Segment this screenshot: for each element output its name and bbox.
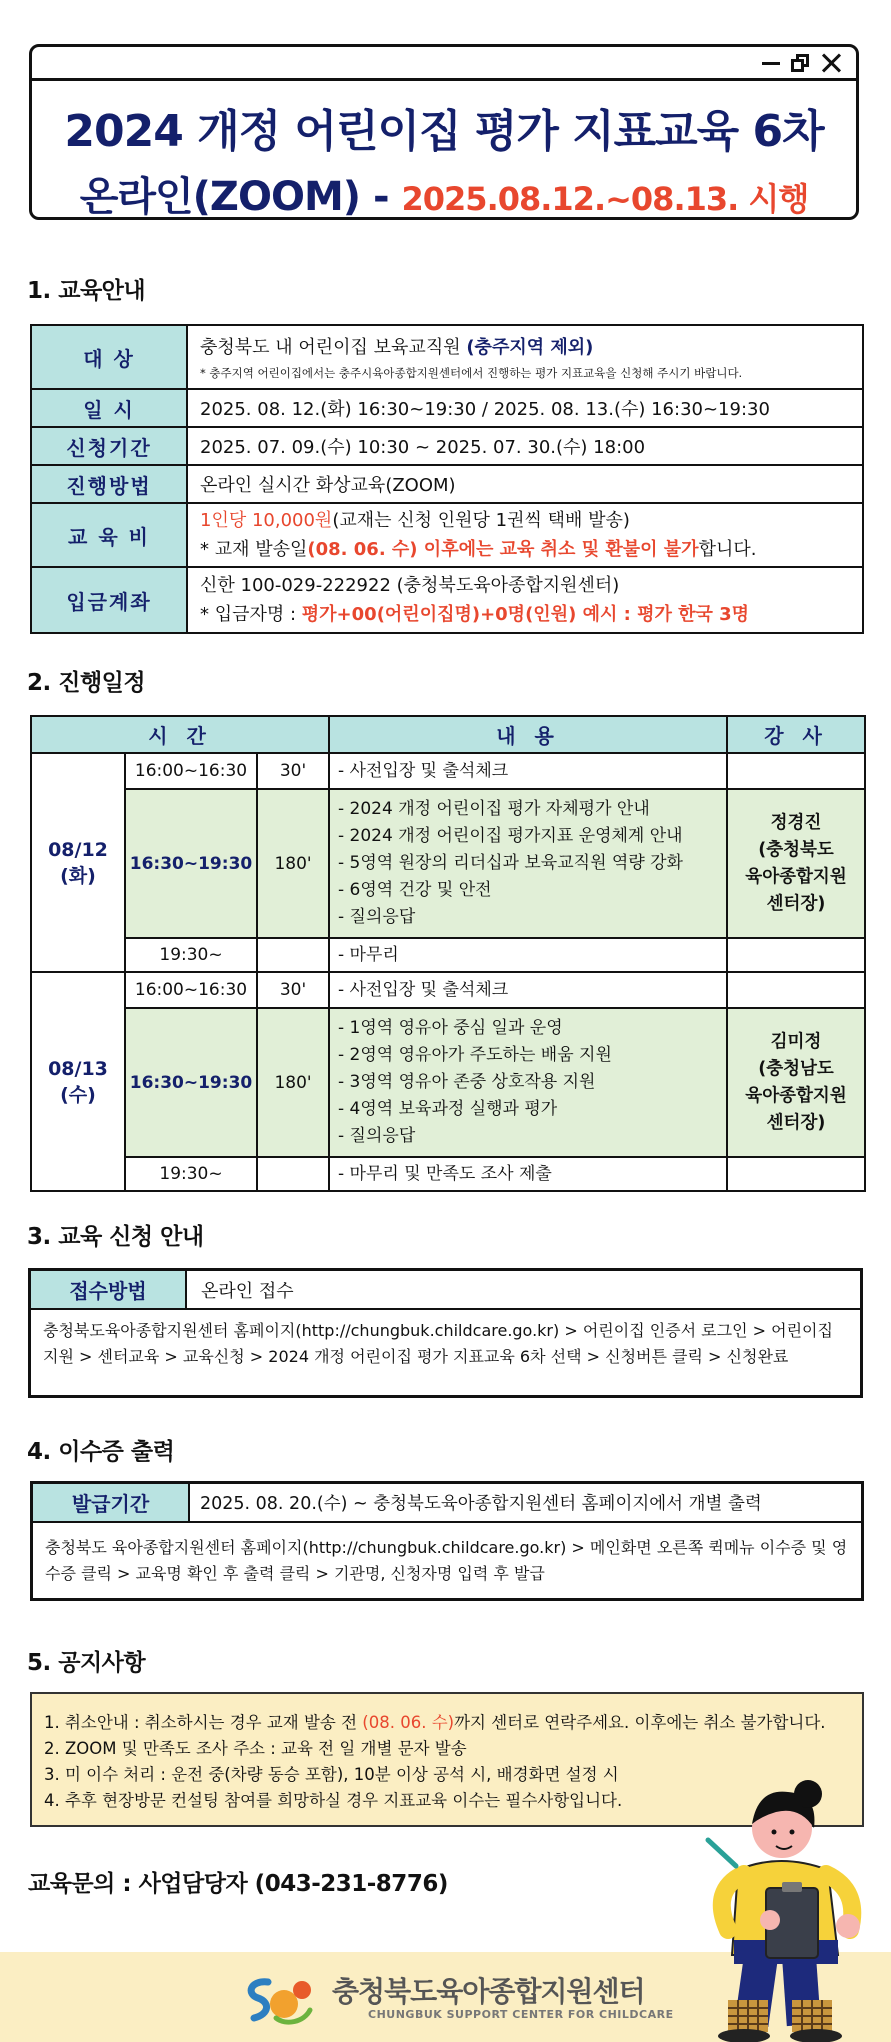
table-row (31, 972, 865, 1008)
lecturer-org: (충청북도 (758, 839, 834, 860)
lecturer-name: 정경진 (770, 812, 822, 833)
notice-item (44, 1710, 850, 1736)
teacher-illustration-icon (680, 1770, 891, 2042)
table-row (31, 938, 865, 972)
close-icon (820, 52, 842, 74)
lecturer-cell-empty (727, 938, 865, 972)
info-label-target: 대 상 (31, 325, 187, 389)
account-note-prefix: * 입금자명 : (200, 604, 302, 625)
section-heading-notices: 5. 공지사항 (27, 1650, 146, 1676)
schedule-header-time: 시 간 (31, 716, 329, 753)
time-cell: 19:30~ (125, 938, 257, 972)
target-exclusion: (충주지역 제외) (466, 337, 594, 358)
content-line: - 3영역 영유아 존중 상호작용 지원 (338, 1072, 596, 1092)
lecturer-org: 센터장) (766, 1112, 826, 1133)
lecturer-cell-empty (727, 1157, 865, 1191)
notice-1-date: (08. 06. 수) (362, 1713, 455, 1732)
duration-cell: 30' (257, 972, 329, 1008)
apply-method-label: 접수방법 (31, 1271, 187, 1308)
content-cell: - 사전입장 및 출석체크 (329, 753, 727, 789)
lecturer-name: 김미정 (770, 1031, 822, 1052)
notice-1-suffix: 까지 센터로 연락주세요. 이후에는 취소 불가합니다. (454, 1713, 826, 1732)
info-row-fee (31, 503, 863, 567)
time-cell: 19:30~ (125, 1157, 257, 1191)
minimize-icon (760, 52, 782, 74)
weekday-day1: (화) (60, 864, 96, 887)
cert-path-text: 충청북도 육아종합지원센터 홈페이지(http://chungbuk.childcare.go.kr) > 메인화면 오른쪽 퀵메뉴 이수증 및 영수증 클릭 > 교육명 확인 후 출력 클릭 > 기관명, 신청자명 입력 후 발급 (45, 1538, 848, 1583)
cert-period-label: 발급기간 (33, 1484, 190, 1521)
info-value-account (187, 567, 863, 633)
info-value-method: 온라인 실시간 화상교육(ZOOM) (187, 465, 863, 503)
title-window-bar (32, 47, 856, 81)
time-cell: 16:30~19:30 (125, 1008, 257, 1157)
date-day1: 08/12 (48, 838, 108, 861)
weekday-day2: (수) (60, 1083, 96, 1106)
info-label-method: 진행방법 (31, 465, 187, 503)
org-name-ko: 충청북도육아종합지원센터 (332, 1975, 645, 2008)
content-cell (329, 1008, 727, 1157)
education-info-table (30, 324, 864, 634)
apply-path-text: 충청북도육아종합지원센터 홈페이지(http://chungbuk.childcare.go.kr) > 어린이집 인증서 로그인 > 어린이집 지원 > 센터교육 > 교육신청 > 2024 개정 어린이집 평가 지표교육 6차 선택 > 신청버튼 클릭 > 신청완료 (43, 1321, 833, 1366)
duration-cell (257, 938, 329, 972)
fee-note-prefix: * 교재 발송일 (200, 539, 308, 560)
content-line: - 질의응답 (338, 1126, 416, 1146)
section-heading-schedule: 2. 진행일정 (27, 670, 146, 696)
notice-item: 2. ZOOM 및 만족도 조사 주소 : 교육 전 일 개별 문자 발송 (44, 1739, 467, 1758)
section-heading-apply: 3. 교육 신청 안내 (27, 1224, 204, 1250)
content-line: - 1영역 영유아 중심 일과 운영 (338, 1018, 563, 1038)
apply-info-box (28, 1268, 863, 1398)
section-heading-education-info: 1. 교육안내 (27, 278, 146, 304)
schedule-header-content: 내 용 (329, 716, 727, 753)
schedule-date-day1 (31, 753, 125, 972)
title-window (29, 44, 859, 220)
subtitle-method: 온라인(ZOOM) - (79, 174, 402, 220)
content-line: - 2영역 영유아가 주도하는 배움 지원 (338, 1045, 612, 1065)
info-row-date (31, 389, 863, 427)
info-label-account: 입금계좌 (31, 567, 187, 633)
info-row-account (31, 567, 863, 633)
time-cell: 16:30~19:30 (125, 789, 257, 938)
content-cell (329, 789, 727, 938)
lecturer-cell-empty (727, 753, 865, 789)
schedule-header-row (31, 716, 865, 753)
page-title: 2024 개정 어린이집 평가 지표교육 6차 (64, 106, 824, 157)
subtitle-dates: 2025.08.12.~08.13. 시행 (401, 180, 809, 218)
date-day2: 08/13 (48, 1057, 108, 1080)
contact-info: 교육문의 : 사업담당자 (043-231-8776) (28, 1871, 448, 1897)
target-main: 충청북도 내 어린이집 보육교직원 (200, 337, 467, 358)
duration-cell: 30' (257, 753, 329, 789)
lecturer-org: 육아종합지원 (745, 1085, 847, 1106)
apply-method-row (31, 1271, 860, 1310)
content-cell: - 사전입장 및 출석체크 (329, 972, 727, 1008)
content-line: - 4영역 보육과정 실행과 평가 (338, 1099, 558, 1119)
content-line: - 6영역 건강 및 안전 (338, 880, 492, 900)
target-note: * 충주지역 어린이집에서는 충주시육아종합지원센터에서 진행하는 평가 지표교육을 신청해 주시기 바랍니다. (200, 366, 743, 380)
fee-amount: 1인당 10,000원 (200, 510, 333, 531)
cert-period-value: 2025. 08. 20.(수) ~ 충청북도육아종합지원센터 홈페이지에서 개별 출력 (200, 1494, 762, 1514)
content-cell: - 마무리 (329, 938, 727, 972)
table-row (31, 1157, 865, 1191)
table-row (31, 789, 865, 938)
table-row (31, 753, 865, 789)
section-heading-certificate: 4. 이수증 출력 (27, 1439, 175, 1465)
content-line: - 5영역 원장의 리더십과 보육교직원 역량 강화 (338, 853, 683, 873)
lecturer-org: 센터장) (766, 893, 826, 914)
info-label-date: 일 시 (31, 389, 187, 427)
certificate-info-box (30, 1481, 864, 1601)
time-cell: 16:00~16:30 (125, 972, 257, 1008)
schedule-table (30, 715, 866, 1192)
notice-item: 4. 추후 현장방문 컨설팅 참여를 희망하실 경우 지표교육 이수는 필수사항입니다. (44, 1791, 623, 1810)
info-row-target (31, 325, 863, 389)
lecturer-cell-empty (727, 972, 865, 1008)
info-value-target (187, 325, 863, 389)
lecturer-cell-day2 (727, 1008, 865, 1157)
schedule-header-lecturer: 강 사 (727, 716, 865, 753)
content-line: - 질의응답 (338, 907, 416, 927)
page-subtitle (32, 165, 856, 220)
info-value-apply-period: 2025. 07. 09.(수) 10:30 ~ 2025. 07. 30.(수) 18:00 (187, 427, 863, 465)
org-name-en: CHUNGBUK SUPPORT CENTER FOR CHILDCARE (368, 2008, 674, 2021)
content-cell: - 마무리 및 만족도 조사 제출 (329, 1157, 727, 1191)
duration-cell (257, 1157, 329, 1191)
info-row-method (31, 465, 863, 503)
content-line: - 2024 개정 어린이집 평가지표 운영체계 안내 (338, 826, 683, 846)
fee-note-suffix: 합니다. (698, 539, 757, 560)
lecturer-org: (충청남도 (758, 1058, 834, 1079)
lecturer-cell-day1 (727, 789, 865, 938)
cert-period-row (33, 1484, 861, 1523)
info-value-fee (187, 503, 863, 567)
schedule-date-day2 (31, 972, 125, 1191)
table-row (31, 1008, 865, 1157)
lecturer-org: 육아종합지원 (745, 866, 847, 887)
apply-method-value: 온라인 접수 (201, 1280, 294, 1302)
fee-note-warning: (08. 06. 수) 이후에는 교육 취소 및 환불이 불가 (307, 539, 699, 560)
account-number: 신한 100-029-222922 (충청북도육아종합지원센터) (200, 575, 620, 596)
info-row-apply-period (31, 427, 863, 465)
account-note-example: 평가+00(어린이집명)+0명(인원) 예시 : 평가 한국 3명 (301, 604, 750, 625)
content-line: - 2024 개정 어린이집 평가 자체평가 안내 (338, 799, 650, 819)
duration-cell: 180' (257, 1008, 329, 1157)
info-value-date: 2025. 08. 12.(화) 16:30~19:30 / 2025. 08. 13.(수) 16:30~19:30 (187, 389, 863, 427)
duration-cell: 180' (257, 789, 329, 938)
notice-item: 3. 미 이수 처리 : 운전 중(차량 동승 포함), 10분 이상 공석 시, 배경화면 설정 시 (44, 1765, 619, 1784)
fee-detail: (교재는 신청 인원당 1권씩 택배 발송) (332, 510, 630, 531)
restore-icon (790, 52, 812, 74)
center-logo-icon (240, 1974, 320, 2026)
time-cell: 16:00~16:30 (125, 753, 257, 789)
info-label-apply-period: 신청기간 (31, 427, 187, 465)
notice-1-prefix: 1. 취소안내 : 취소하시는 경우 교재 발송 전 (44, 1713, 363, 1732)
info-label-fee: 교 육 비 (31, 503, 187, 567)
